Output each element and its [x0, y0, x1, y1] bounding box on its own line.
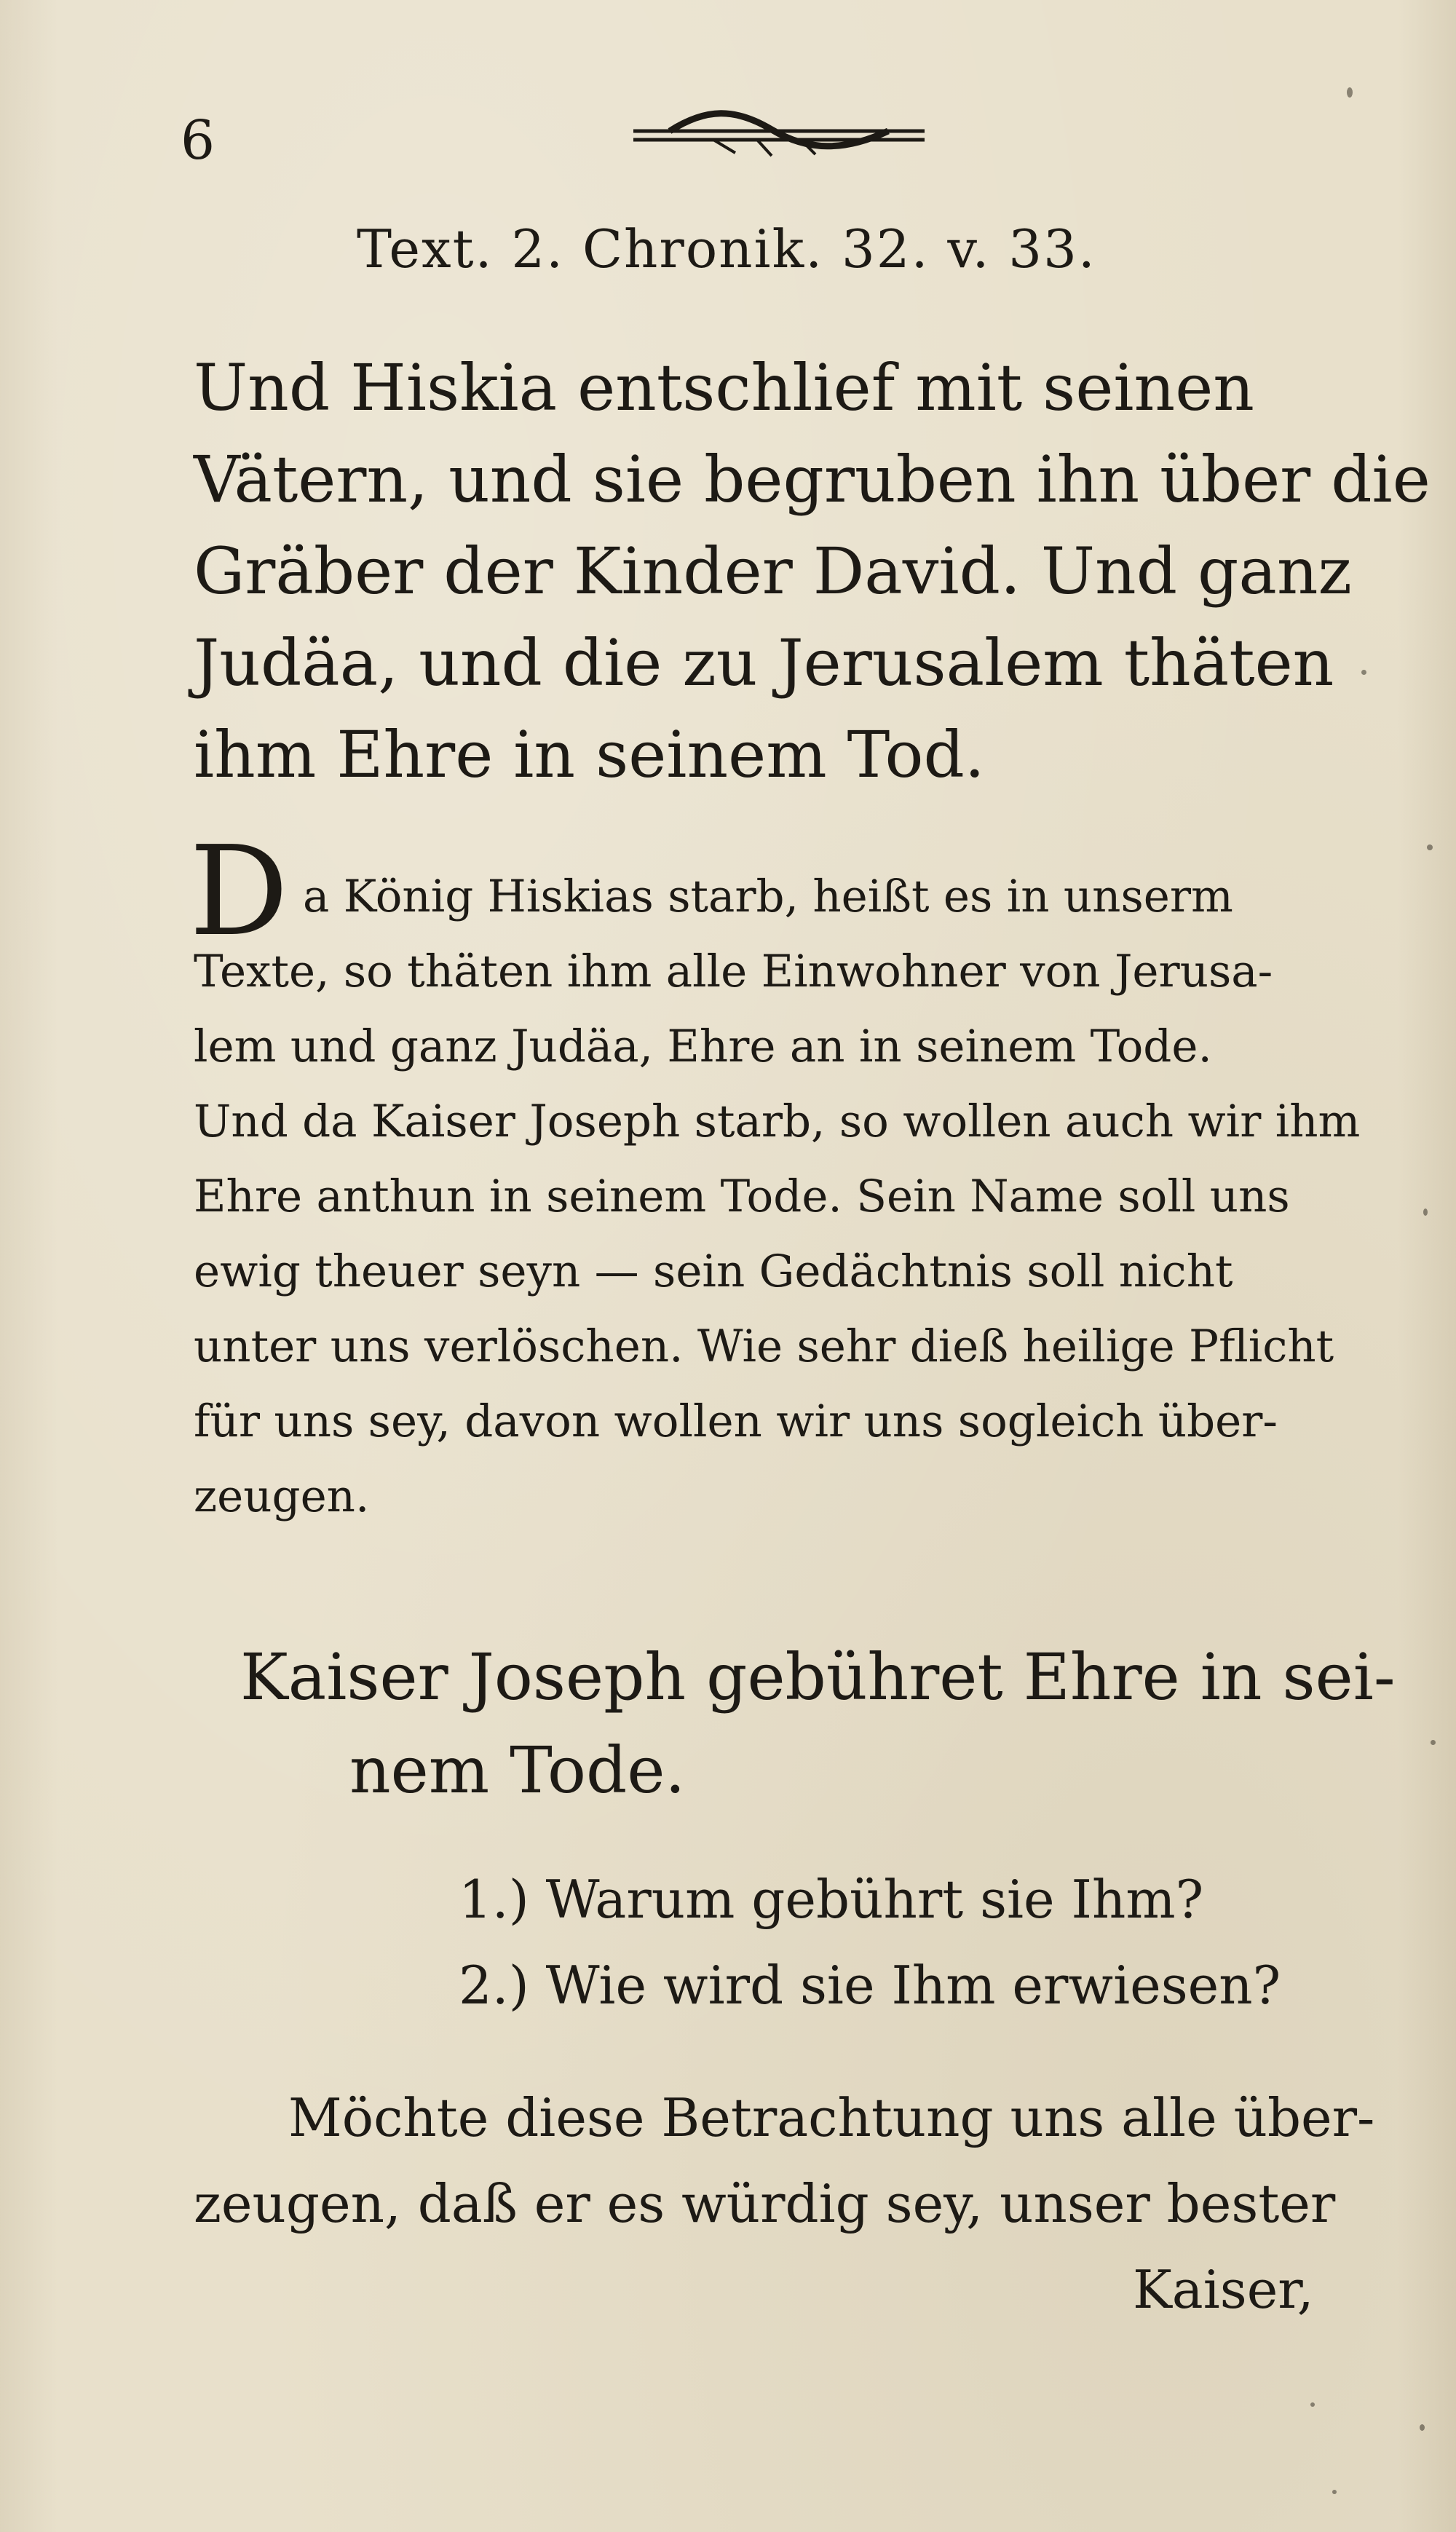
- sermon-paragraph: [189, 820, 1361, 1534]
- paragraph-line: a König Hiskias starb, heißt es in unserm: [303, 871, 1233, 922]
- verse-line: Vätern, und sie begruben ihn über die: [194, 442, 1431, 517]
- point-item: 1.) Warum gebührt sie Ihm?: [459, 1869, 1204, 1930]
- page-number: 6: [181, 109, 215, 172]
- catchword: Kaiser,: [1133, 2259, 1314, 2320]
- paper-speck: [1310, 2402, 1315, 2407]
- heading-line: nem Tode.: [349, 1733, 686, 1808]
- section-heading: [240, 1631, 1396, 1817]
- paragraph-line: zeugen, daß er es würdig sey, unser bester: [194, 2173, 1336, 2234]
- verse-line: Gräber der Kinder David. Und ganz: [194, 534, 1352, 609]
- closing-paragraph: [194, 2075, 1374, 2333]
- verse-line: Judäa, und die zu Jerusalem thäten: [194, 625, 1334, 700]
- paragraph-line: Möchte diese Betrachtung uns alle über-: [288, 2087, 1375, 2148]
- paragraph-line: Und da Kaiser Joseph starb, so wollen auch wir ihm: [194, 1096, 1361, 1147]
- heading-line: Kaiser Joseph gebühret Ehre in sei-: [240, 1639, 1396, 1714]
- verse-block: [194, 342, 1431, 801]
- paragraph-line: Texte, so thäten ihm alle Einwohner von Jerusa-: [194, 946, 1273, 997]
- paper-speck: [1347, 87, 1353, 98]
- paragraph-line: ewig theuer seyn — sein Gedächtnis soll nicht: [194, 1246, 1233, 1297]
- paper-speck: [1431, 1740, 1436, 1745]
- paper-speck: [1423, 1208, 1428, 1216]
- paragraph-line: zeugen.: [194, 1471, 370, 1522]
- paragraph-line: unter uns verlöschen. Wie sehr dieß heilige Pflicht: [194, 1321, 1334, 1372]
- paper-speck: [1420, 2424, 1425, 2431]
- point-item: 2.) Wie wird sie Ihm erwiesen?: [459, 1955, 1281, 2016]
- verse-line: ihm Ehre in seinem Tod.: [194, 717, 985, 792]
- paper-speck: [1361, 670, 1366, 675]
- paper-speck: [1427, 844, 1433, 850]
- verse-line: Und Hiskia entschlief mit seinen: [194, 350, 1254, 425]
- paper-speck: [1332, 2490, 1337, 2494]
- scripture-reference: Text. 2. Chronik. 32. v. 33.: [357, 218, 1096, 280]
- ornament-divider: [626, 102, 932, 167]
- paragraph-line: Ehre anthun in seinem Tode. Sein Name soll uns: [194, 1171, 1290, 1222]
- paragraph-line: für uns sey, davon wollen wir uns sogleich über-: [194, 1396, 1278, 1447]
- paragraph-line: lem und ganz Judäa, Ehre an in seinem Tode.: [194, 1021, 1212, 1072]
- sermon-points: [459, 1856, 1281, 2028]
- drop-initial: D: [189, 820, 289, 964]
